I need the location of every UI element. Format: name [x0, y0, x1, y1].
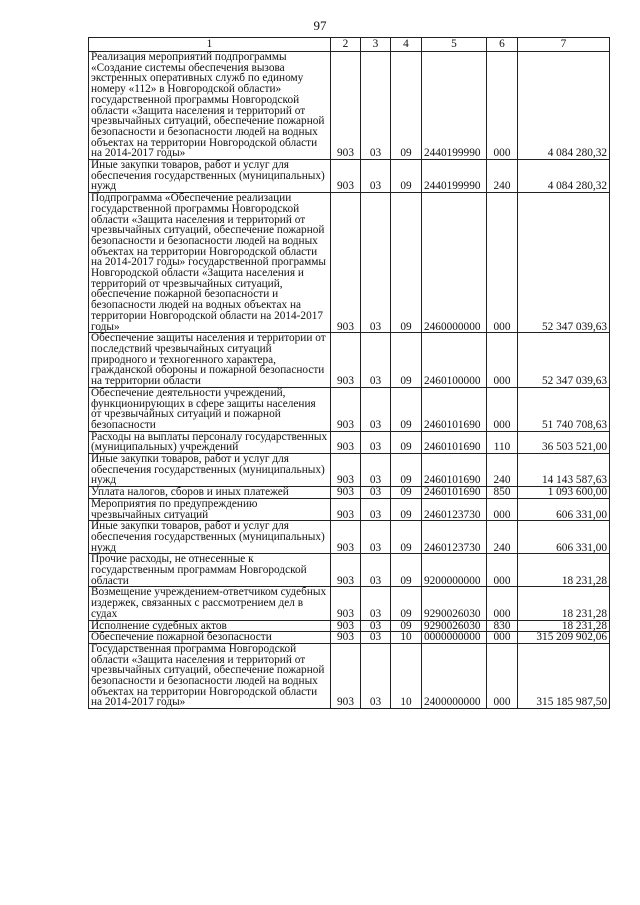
cell-ministry-code: 903 [331, 632, 361, 644]
cell-expense-type: 850 [487, 487, 518, 499]
cell-target-article: 2400000000 [422, 643, 487, 708]
cell-amount: 52 347 039,63 [518, 193, 610, 333]
cell-section: 03 [361, 487, 391, 499]
cell-target-article: 2460100000 [422, 333, 487, 388]
cell-amount: 18 231,28 [518, 620, 610, 632]
cell-ministry-code: 903 [331, 487, 361, 499]
cell-subsection: 10 [391, 643, 422, 708]
table-row [89, 487, 610, 499]
cell-target-article: 2440199990 [422, 52, 487, 160]
cell-subsection: 09 [391, 431, 422, 453]
row-description: Расходы на выплаты персоналу государственных (муниципальных) учреждений [89, 431, 331, 453]
table-row [89, 632, 610, 644]
cell-section: 03 [361, 643, 391, 708]
table-row [89, 387, 610, 431]
cell-ministry-code: 903 [331, 521, 361, 554]
cell-section: 03 [361, 454, 391, 487]
cell-expense-type: 110 [487, 431, 518, 453]
header-cell: 6 [487, 38, 518, 52]
cell-section: 03 [361, 587, 391, 620]
cell-ministry-code: 903 [331, 387, 361, 431]
cell-expense-type: 000 [487, 387, 518, 431]
cell-expense-type: 000 [487, 587, 518, 620]
cell-ministry-code: 903 [331, 554, 361, 587]
cell-section: 03 [361, 333, 391, 388]
row-description: Обеспечение защиты населения и территории от последствий чрезвычайных ситуаций природного и техногенного характера, гражданской обороны и пожарной безопасности на территории области [89, 333, 331, 388]
header-cell: 1 [89, 38, 331, 52]
row-description: Прочие расходы, не отнесенные к государственным программам Новгородской области [89, 554, 331, 587]
cell-section: 03 [361, 52, 391, 160]
cell-target-article: 2460000000 [422, 193, 487, 333]
table-row [89, 431, 610, 453]
cell-ministry-code: 903 [331, 193, 361, 333]
cell-ministry-code: 903 [331, 498, 361, 520]
header-cell: 7 [518, 38, 610, 52]
cell-subsection: 09 [391, 587, 422, 620]
cell-subsection: 09 [391, 454, 422, 487]
cell-subsection: 10 [391, 632, 422, 644]
table-row [89, 160, 610, 193]
cell-expense-type: 000 [487, 52, 518, 160]
row-description: Подпрограмма «Обеспечение реализации государственной программы Новгородской области «Защита населения и территорий от чрезвычайных ситуаций, обеспечение пожарной безопасности и безопасности людей на водных объектах на территории Новгородской области на 2014-2017 годы» государственной программы Новгородской области «Защита населения и территорий от чрезвычайных ситуаций, обеспечение пожарной безопасности и безопасности людей на водных объектах на территории Новгородской области на 2014-2017 годы» [89, 193, 331, 333]
page-number: 97 [313, 18, 327, 33]
cell-target-article: 2460101690 [422, 431, 487, 453]
cell-subsection: 09 [391, 498, 422, 520]
row-description: Исполнение судебных актов [89, 620, 331, 632]
cell-amount: 51 740 708,63 [518, 387, 610, 431]
cell-expense-type: 240 [487, 521, 518, 554]
header-cell: 4 [391, 38, 422, 52]
table-row [89, 521, 610, 554]
cell-amount: 52 347 039,63 [518, 333, 610, 388]
cell-target-article: 9290026030 [422, 620, 487, 632]
row-description: Иные закупки товаров, работ и услуг для обеспечения государственных (муниципальных) нужд [89, 454, 331, 487]
cell-expense-type: 000 [487, 554, 518, 587]
cell-target-article: 9200000000 [422, 554, 487, 587]
cell-subsection: 09 [391, 387, 422, 431]
cell-section: 03 [361, 498, 391, 520]
cell-section: 03 [361, 521, 391, 554]
budget-table [88, 37, 610, 709]
cell-ministry-code: 903 [331, 643, 361, 708]
row-description: Уплата налогов, сборов и иных платежей [89, 487, 331, 499]
cell-amount: 4 084 280,32 [518, 52, 610, 160]
cell-amount: 36 503 521,00 [518, 431, 610, 453]
table-row [89, 52, 610, 160]
cell-section: 03 [361, 620, 391, 632]
cell-section: 03 [361, 554, 391, 587]
cell-amount: 4 084 280,32 [518, 160, 610, 193]
table-header-row [89, 38, 610, 52]
cell-subsection: 09 [391, 193, 422, 333]
cell-section: 03 [361, 431, 391, 453]
cell-target-article: 2460101690 [422, 387, 487, 431]
cell-amount: 315 185 987,50 [518, 643, 610, 708]
table-row [89, 454, 610, 487]
cell-subsection: 09 [391, 620, 422, 632]
cell-section: 03 [361, 632, 391, 644]
cell-expense-type: 830 [487, 620, 518, 632]
cell-ministry-code: 903 [331, 431, 361, 453]
cell-subsection: 09 [391, 333, 422, 388]
header-cell: 3 [361, 38, 391, 52]
cell-target-article: 2460101690 [422, 487, 487, 499]
cell-amount: 14 143 587,63 [518, 454, 610, 487]
cell-section: 03 [361, 193, 391, 333]
row-description: Реализация мероприятий подпрограммы «Создание системы обеспечения вызова экстренных оперативных служб по единому номеру «112» в Новгородской области» государственной программы Новгородской области «Защита населения и территорий от чрезвычайных ситуаций, обеспечение пожарной безопасности и безопасности людей на водных объектах на территории Новгородской области на 2014-2017 годы» [89, 52, 331, 160]
cell-target-article: 2440199990 [422, 160, 487, 193]
cell-subsection: 09 [391, 160, 422, 193]
cell-expense-type: 240 [487, 454, 518, 487]
cell-ministry-code: 903 [331, 454, 361, 487]
header-cell: 2 [331, 38, 361, 52]
cell-amount: 315 209 902,06 [518, 632, 610, 644]
cell-target-article: 2460123730 [422, 498, 487, 520]
row-description: Обеспечение деятельности учреждений, функционирующих в сфере защиты населения от чрезвычайных ситуаций и пожарной безопасности [89, 387, 331, 431]
cell-ministry-code: 903 [331, 620, 361, 632]
cell-subsection: 09 [391, 52, 422, 160]
table-row [89, 587, 610, 620]
row-description: Иные закупки товаров, работ и услуг для обеспечения государственных (муниципальных) нужд [89, 521, 331, 554]
row-description: Мероприятия по предупреждению чрезвычайных ситуаций [89, 498, 331, 520]
cell-amount: 18 231,28 [518, 587, 610, 620]
cell-amount: 606 331,00 [518, 521, 610, 554]
row-description: Возмещение учреждением-ответчиком судебных издержек, связанных с рассмотрением дел в судах [89, 587, 331, 620]
cell-expense-type: 000 [487, 643, 518, 708]
cell-amount: 18 231,28 [518, 554, 610, 587]
table-row [89, 620, 610, 632]
cell-ministry-code: 903 [331, 333, 361, 388]
cell-subsection: 09 [391, 521, 422, 554]
cell-subsection: 09 [391, 554, 422, 587]
cell-target-article: 2460101690 [422, 454, 487, 487]
cell-amount: 606 331,00 [518, 498, 610, 520]
cell-target-article: 0000000000 [422, 632, 487, 644]
table-row [89, 193, 610, 333]
cell-subsection: 09 [391, 487, 422, 499]
cell-expense-type: 000 [487, 632, 518, 644]
cell-amount: 1 093 600,00 [518, 487, 610, 499]
row-description: Обеспечение пожарной безопасности [89, 632, 331, 644]
header-cell: 5 [422, 38, 487, 52]
table-row [89, 554, 610, 587]
cell-ministry-code: 903 [331, 52, 361, 160]
table-row [89, 643, 610, 708]
cell-expense-type: 240 [487, 160, 518, 193]
row-description: Иные закупки товаров, работ и услуг для обеспечения государственных (муниципальных) нужд [89, 160, 331, 193]
cell-expense-type: 000 [487, 333, 518, 388]
table-row [89, 333, 610, 388]
cell-expense-type: 000 [487, 193, 518, 333]
cell-ministry-code: 903 [331, 587, 361, 620]
cell-ministry-code: 903 [331, 160, 361, 193]
cell-expense-type: 000 [487, 498, 518, 520]
cell-target-article: 9290026030 [422, 587, 487, 620]
cell-target-article: 2460123730 [422, 521, 487, 554]
table-row [89, 498, 610, 520]
row-description: Государственная программа Новгородской области «Защита населения и территорий от чрезвычайных ситуаций, обеспечение пожарной безопасности и безопасности людей на водных объектах на территории Новгородской области на 2014-2017 годы» [89, 643, 331, 708]
cell-section: 03 [361, 387, 391, 431]
cell-section: 03 [361, 160, 391, 193]
